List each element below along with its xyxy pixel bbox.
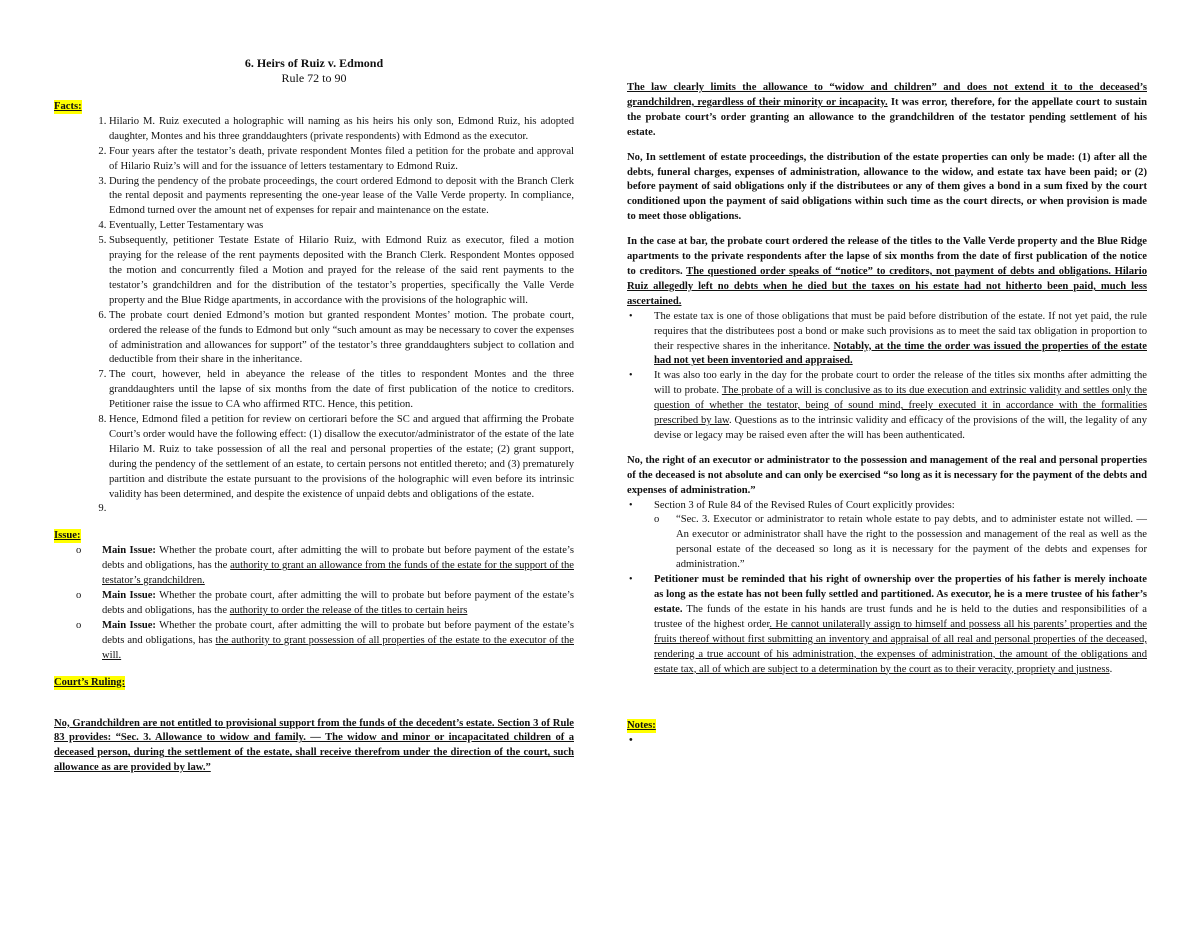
bullet-icon: • — [629, 574, 633, 586]
ruling-text: In the case at bar, the probate court ordered the release of the titles to the Valle Verde property and the Blue Ridge apartments to the private respondents after the lapse of six months from the date of first publication of the notice to creditors. — [627, 236, 1147, 277]
issue-text: Whether the probate court, after admitting the will to probate but before payment of the estate’s debts and obligations, has — [102, 619, 574, 646]
fact-item: 7. The court, however, held in abeyance the release of the titles to respondent Montes and the three granddaughters until the lapse of six months from the date of first publication of the notice to creditors. Petitioner raise the issue to CA who affirmed RTC. Hence, this petition. — [109, 368, 574, 413]
case-title: 6. Heirs of Ruiz v. Edmond — [244, 56, 384, 70]
fact-item: 1. Hilario M. Ruiz executed a holographic will naming as his heirs his only son, Edmond Ruiz, his adopted daughter, Montes and his three granddaughters (private respondents) with Edmond as the executor. — [109, 115, 574, 145]
notes-heading: Notes: — [627, 720, 656, 732]
issue-text: Whether the probate court, after admitting the will to probate but before payment of the estate’s debts and obligations, has the — [102, 590, 574, 616]
issue-item — [54, 619, 574, 664]
ruling-paragraph-5: No, the right of an executor or administrator to the possession and management of the real and personal properties of the deceased is not absolute and can only be exercised “so long as it is necessary for the payment of the debts and expenses of administration.” — [627, 454, 1147, 496]
fact-item: 8. Hence, Edmond filed a petition for review on certiorari before the SC and argued that affirming the Probate Court’s order would have the following effect: (1) disallow the executor/administrator of the estate of the late Hilario M. Ruiz to take possession of all the real and personal properties of the estate; (2) grant support, during the pendency of the settlement of an estate, to certain persons not entitled thereto; and (3) prematurely partition and distribute the estate pursuant to the provisions of the holographic will even before its intrinsic validity has been determined, and despite the existence of unpaid debts and obligations of the estate. — [109, 413, 574, 502]
ruling-paragraph-1: No, Grandchildren are not entitled to provisional support from the funds of the decedent’s estate. Section 3 of Rule 83 provides: “Sec. 3. Allowance to widow and family. — The widow and minor or incapacitated children of a deceased person, during the settlement of the estate, shall receive therefrom under the direction of the court, such allowance as are provided by law.” — [54, 717, 574, 774]
quote-text: “Sec. 3. Executor or administrator to retain whole estate to pay debts, and to administer estate not willed. —An executor or administrator shall have the right to the possession and management of the real as well as the personal estate of the deceased so long as it is necessary for the payment of the debts and expenses for administration.” — [676, 514, 1147, 571]
issue-list — [54, 544, 574, 663]
ruling-underlined: The questioned order speaks of “notice” to creditors, not payment of debts and obligations. Hilario Ruiz allegedly left no debts when he died but the taxes on his estate had not hitherto been paid, much less ascertained. — [627, 265, 1147, 307]
right-column — [627, 0, 1147, 749]
facts-heading: Facts: — [54, 101, 82, 112]
notes-bullet-icon: • — [629, 735, 633, 747]
bullet-text: . — [1109, 663, 1113, 675]
bullet-icon: • — [629, 499, 633, 511]
bullet-underlined: The probate of a will is conclusive as to its due execution and extrinsic validity and settles only the question of whether the testator, being of sound mind, freely executed it in accordance with the formalities prescribed by law — [654, 385, 1148, 427]
bullet-icon: • — [629, 370, 633, 382]
sub-list — [654, 513, 1147, 573]
fact-item: 5. Subsequently, petitioner Testate Estate of Hilario Ruiz, with Edmond Ruiz as executor, filed a motion praying for the release of the rent payments deposited with the Branch Clerk. Respondent Montes opposed the motion and concurrently filed a Motion and prayed for the release of the said rent payments to the testator’s grandchildren and for the distribution of the testator’s properties, specifically the Valle Verde property and the Blue Ridge apartments, in accordance with the provisions of the holographic will. — [109, 234, 574, 309]
ruling-paragraph-2 — [627, 81, 1147, 141]
bullet-icon: • — [629, 310, 633, 322]
facts-list — [54, 115, 574, 518]
facts-section — [54, 100, 574, 517]
issue-underlined: the authority to grant possession of all properties of the estate to the executor of the will. — [102, 634, 574, 661]
fact-item — [109, 502, 574, 517]
issue-label: Main Issue: — [102, 619, 156, 631]
ruling-heading: Court’s Ruling: — [54, 676, 126, 688]
issue-underlined: authority to order the release of the titles to certain heirs — [229, 605, 468, 616]
issue-text: Whether the probate court, after admitting the will to probate but before payment of the estate’s debts and obligations, has the — [102, 545, 574, 572]
ruling-text: It was error, therefore, for the appellate court to sustain the probate court’s order granting an allowance to the grandchildren of the testator pending settlement of his estate. — [627, 96, 1147, 138]
ruling-paragraph-4 — [627, 235, 1147, 310]
issue-underlined: authority to grant an allowance from the funds of the estate for the support of the testator’s grandchildren. — [102, 560, 574, 587]
ruling-paragraph-3: No, In settlement of estate proceedings, the distribution of the estate properties can only be made: (1) after all the debts, funeral charges, expenses of administration, allowance to the widow, and estate tax have been paid; or (2) before payment of said obligations only if the distributees or any of them gives a bond in a sum fixed by the court conditioned upon the payment of said obligations within such time as the court directs, or when provision is made to meet those obligations. — [627, 151, 1147, 223]
circle-bullet-icon: o — [76, 590, 82, 602]
list-item — [627, 573, 1147, 677]
notes-section — [627, 719, 1147, 749]
issue-item — [54, 544, 574, 589]
bullet-underlined: . He cannot unilaterally assign to himself and possess all his parents’ properties and the fruits thereof without first submitting an inventory and appraisal of all real and personal properties of the deceased, rendering a true account of his administration, the expenses of administration, the amount of the obligations and estate tax, all of which are subject to a determination by the court as to their veracity, propriety and justness — [654, 618, 1147, 675]
issue-section — [54, 529, 574, 663]
circle-bullet-icon: o — [654, 514, 660, 526]
list-item — [627, 499, 1147, 574]
estate-tax-bullets — [627, 310, 1147, 444]
ruling-underlined: The law clearly limits the allowance to “widow and children” and does not extend it to the deceased’s grandchildren, regardless of their minority or incapacity. — [627, 82, 1147, 108]
left-column — [54, 0, 574, 776]
circle-bullet-icon: o — [76, 545, 82, 557]
bullet-emphasis: Notably, at the time the order was issued the properties of the estate had not yet been inventoried and appraised. — [654, 340, 1147, 367]
issue-heading: Issue: — [54, 530, 81, 542]
fact-item: 4. Eventually, Letter Testamentary was — [109, 219, 574, 234]
sub-list-item — [654, 513, 1147, 573]
section3-bullets — [627, 499, 1147, 678]
ruling-section — [54, 676, 574, 777]
fact-item: 6. The probate court denied Edmond’s motion but granted respondent Montes’ motion. The probate court, ordered the release of the funds to Edmond but only “such amount as may be necessary to cover the expenses of administration and allowances for support” of the testator’s three granddaughters subject to collation and deductible from their share in the inheritance. — [109, 309, 574, 369]
fact-item: 2. Four years after the testator’s death, private respondent Montes filed a petition for the probate and approval of Hilario Ruiz’s will and for the issuance of letters testamentary to Edmond Ruiz. — [109, 145, 574, 175]
bullet-text: Section 3 of Rule 84 of the Revised Rules of Court explicitly provides: — [654, 499, 955, 511]
fact-item: 3. During the pendency of the probate proceedings, the court ordered Edmond to deposit with the Branch Clerk the rental deposit and payments representing the one-year lease of the Valle Verde property. In compliance, Edmond turned over the amount net of expenses for repair and maintenance on the estate. — [109, 175, 574, 220]
bullet-text: . Questions as to the intrinsic validity and efficacy of the provisions of the will, the legality of any devise or legacy may be raised even after the will has been authenticated. — [654, 415, 1147, 441]
list-item — [627, 369, 1147, 444]
issue-item — [54, 589, 574, 619]
issue-label: Main Issue: — [102, 590, 156, 602]
bullet-emphasis: Petitioner must be reminded that his right of ownership over the properties of his father is merely inchoate as long as the estate has not been fully settled and partitioned. As executor, he is a mere trustee of his father’s estate. — [654, 574, 1147, 615]
bullet-text: The estate tax is one of those obligations that must be paid before distribution of the estate. If not yet paid, the rule requires that the distributees post a bond or make such provisions as to meet the said tax obligation in proportion to their respective shares in the inheritance. — [654, 310, 1147, 352]
circle-bullet-icon: o — [76, 619, 82, 631]
bullet-text: The funds of the estate in his hands are trust funds and he is held to the duties and responsibilities of a trustee of the highest order — [654, 603, 1147, 630]
case-subtitle: Rule 72 to 90 — [281, 71, 347, 85]
issue-label: Main Issue: — [102, 545, 156, 557]
list-item — [627, 310, 1147, 370]
bullet-text: It was also too early in the day for the probate court to order the release of the titles six months after admitting the will to probate. — [654, 370, 1147, 397]
